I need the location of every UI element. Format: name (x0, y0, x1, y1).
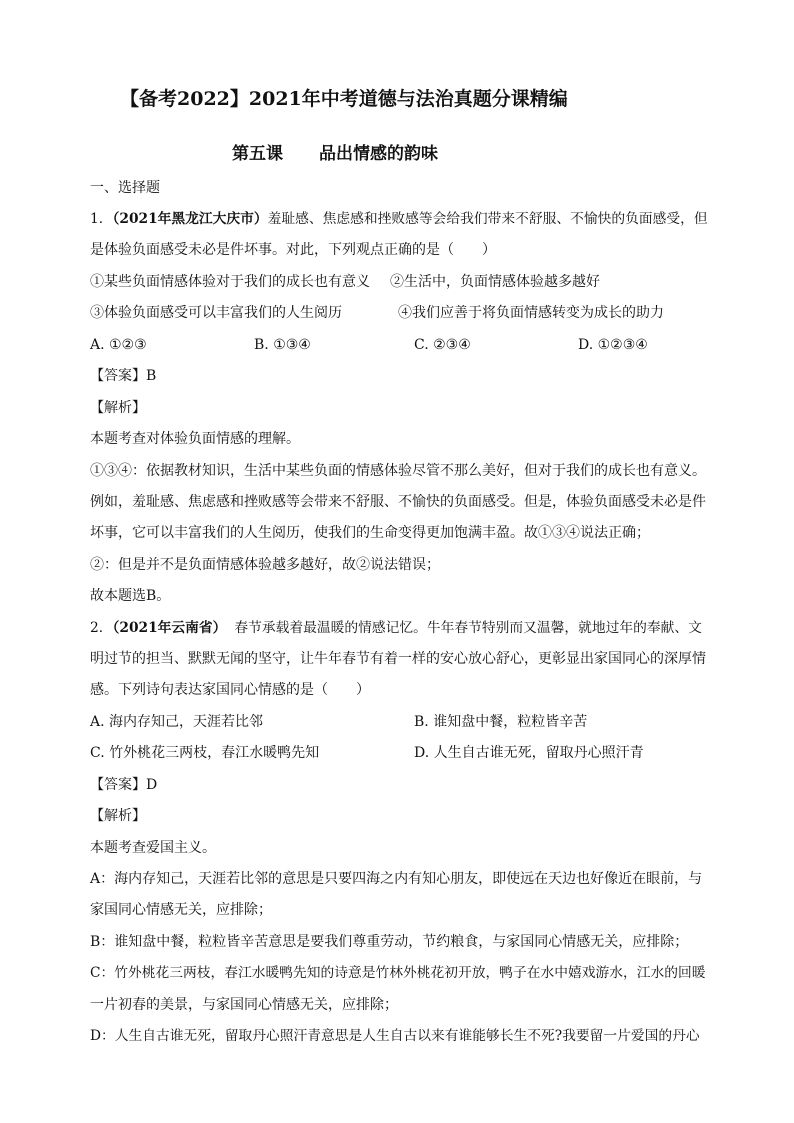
q1-analysis-line-3: 例如，羞耻感、焦虑感和挫败感等会带来不舒服、不愉快的负面感受。但是，体验负面感受未必是件 (90, 494, 706, 510)
q2-number: 2． (90, 620, 113, 636)
lesson-heading (232, 142, 438, 166)
q2-stem-line-1 (90, 618, 710, 638)
q1-analysis-line-1: 本题考查对体验负面情感的理解。 (90, 431, 300, 447)
q1-analysis-line-5: ②：但是并不是负面情感体验越多越好，故②说法错误； (90, 557, 440, 573)
q1-analysis-line-2: ①③④：依据教材知识，生活中某些负面的情感体验尽管不那么美好，但对于我们的成长也有意义。 (90, 463, 706, 479)
q2-analysis-line-6: 一片初春的美景，与家国同心情感无关，应排除； (90, 997, 398, 1013)
document-title: 【备考2022】2021年中考道德与法治真题分课精编 (120, 88, 568, 110)
lesson-title: 品出情感的韵味 (319, 144, 438, 164)
q1-source: （2021年黑龙江大庆市） (112, 211, 268, 227)
q2-analysis-line-3: 家国同心情感无关，应排除； (90, 902, 272, 918)
q1-analysis-line-6: 故本题选B。 (90, 588, 171, 604)
q1-stem-text: 羞耻感、焦虑感和挫败感等会给我们带来不舒服、不愉快的负面感受，但 (267, 211, 708, 227)
lesson-number: 第五课 (232, 144, 283, 164)
q2-analysis-line-4: B：谁知盘中餐，粒粒皆辛苦意思是要我们尊重劳动，节约粮食，与家国同心情感无关，应排除； (90, 934, 689, 950)
section-heading: 一、选择题 (90, 180, 160, 196)
q1-choice-b: B. ①③④ (254, 337, 311, 353)
q1-analysis-line-4: 坏事，它可以丰富我们的人生阅历，使我们的生命变得更加饱满丰盈。故①③④说法正确； (90, 525, 650, 541)
q2-stem-line-3: 感。下列诗句表达家国同心情感的是（ ） (90, 682, 370, 698)
q1-statement-2: ②生活中，负面情感体验越多越好 (390, 274, 600, 290)
q2-stem-text: 春节承载着最温暖的情感记忆。牛年春节特别而又温馨，就地过年的奉献、文 (234, 620, 702, 636)
q2-choice-a: A. 海内存知己，天涯若比邻 (90, 714, 264, 730)
q2-analysis-label: 【解析】 (90, 808, 146, 824)
q2-answer: 【答案】D (90, 777, 158, 793)
q2-choice-d: D. 人生自古谁无死，留取丹心照汗青 (414, 745, 644, 761)
q2-choice-c: C. 竹外桃花三两枝，春江水暖鸭先知 (90, 745, 320, 761)
q2-source: （2021年云南省） (112, 620, 227, 636)
q2-analysis-line-7: D：人生自古谁无死，留取丹心照汗青意思是人生自古以来有谁能够长生不死?我要留一片爱国的丹心 (90, 1028, 700, 1044)
q2-analysis-line-5: C：竹外桃花三两枝，春江水暖鸭先知的诗意是竹林外桃花初开放，鸭子在水中嬉戏游水，江水的回暖 (90, 965, 706, 981)
q1-choice-c: C. ②③④ (414, 337, 471, 353)
q1-stem-line-2: 是体验负面感受未必是件坏事。对此，下列观点正确的是（ ） (90, 242, 496, 258)
q1-statement-1: ①某些负面情感体验对于我们的成长也有意义 (90, 274, 370, 290)
q1-answer: 【答案】B (90, 368, 157, 384)
q1-statement-3: ③体验负面感受可以丰富我们的人生阅历 (90, 305, 342, 321)
q1-number: 1． (90, 211, 113, 227)
q2-analysis-line-1: 本题考查爱国主义。 (90, 840, 216, 856)
q2-stem-line-2: 明过节的担当、默默无闻的坚守，让牛年春节有着一样的安心放心舒心，更彰显出家国同心的深厚情 (90, 651, 706, 667)
q2-analysis-line-2: A：海内存知己，天涯若比邻的意思是只要四海之内有知心朋友，即使远在天边也好像近在眼前，与 (90, 871, 703, 887)
q2-choice-b: B. 谁知盘中餐，粒粒皆辛苦 (414, 714, 588, 730)
q1-choice-a: A. ①②③ (90, 337, 147, 353)
q1-stem-line-1 (90, 209, 710, 229)
q1-choice-d: D. ①②③④ (578, 337, 648, 353)
q1-statement-4: ④我们应善于将负面情感转变为成长的助力 (398, 305, 664, 321)
q1-analysis-label: 【解析】 (90, 400, 146, 416)
